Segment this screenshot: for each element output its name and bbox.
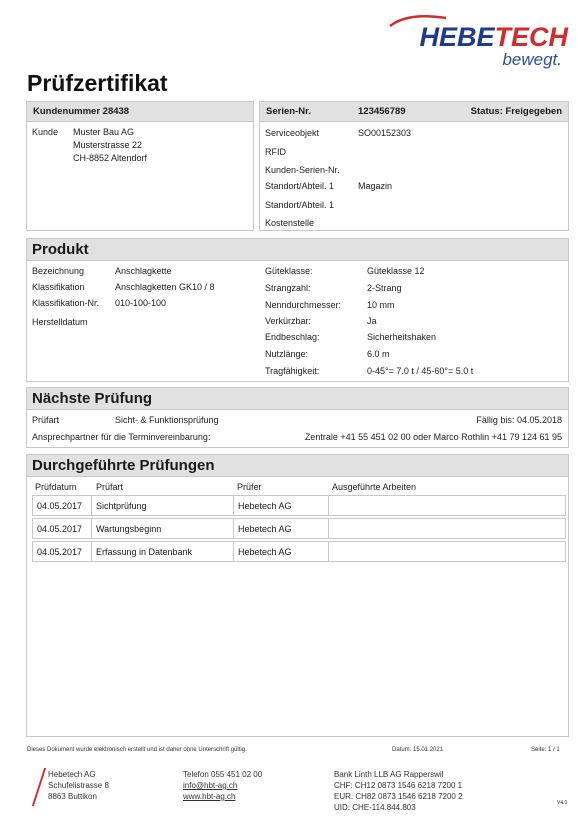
customer-number: Kundenummer 28438 — [27, 102, 253, 122]
product-attr-value: Ja — [367, 316, 377, 326]
product-attr-label: Verkürzbar: — [265, 316, 312, 326]
product-attr-label: Güteklasse: — [265, 266, 313, 276]
version-label: V4.0 — [557, 800, 568, 806]
serial-label: Serien-Nr. — [266, 106, 311, 117]
product-attr-value: 6.0 m — [367, 349, 390, 359]
logo-brand-part2: TECH — [494, 22, 568, 52]
footer-address — [48, 769, 109, 802]
column-header: Prüfart — [96, 482, 124, 492]
footer-line: CHF: CH12 0873 1546 6218 7200 1 — [334, 781, 463, 790]
product-attr-value: 2-Strang — [367, 283, 402, 293]
contact-label: Ansprechpartner für die Terminvereinbarung: — [32, 432, 211, 442]
table-cell: Erfassung in Datenbank — [92, 542, 234, 562]
due-date-label: Fällig bis: — [476, 415, 515, 425]
table-cell: 04.05.2017 — [33, 496, 92, 516]
product-label: Bezeichnung — [32, 266, 85, 276]
contact-value: Zentrale +41 55 451 02 00 oder Marco Rothlin +41 79 124 61 95 — [304, 432, 562, 442]
table-cell: Hebetech AG — [234, 496, 329, 516]
serial-header — [260, 102, 568, 122]
product-value: 010-100-100 — [115, 298, 167, 308]
product-attr-label: Nenndurchmesser: — [265, 300, 342, 310]
product-attr-value: 0-45°= 7.0 t / 45-60°= 5.0 t — [367, 366, 474, 376]
logo-wordmark — [419, 22, 568, 52]
table-cell: Hebetech AG — [234, 519, 329, 539]
footer-email-link[interactable]: info@hbt-ag.ch — [183, 781, 238, 790]
product-value: Anschlagkette — [115, 266, 172, 276]
footer-accent-bar — [32, 768, 46, 806]
column-header: Prüfdatum — [35, 482, 77, 492]
product-attr-label: Strangzahl: — [265, 283, 311, 293]
table-cell: Hebetech AG — [234, 542, 329, 562]
product-section — [26, 238, 569, 382]
serial-row-label: RFID — [265, 147, 286, 157]
next-inspection-type-value: Sicht- & Funktionsprüfung — [115, 415, 219, 425]
hebetech-logo — [386, 10, 572, 70]
inspections-table — [32, 495, 566, 562]
table-cell: 04.05.2017 — [33, 542, 92, 562]
status-badge: Status: Freigegeben — [470, 106, 562, 117]
footer-phone: Telefon 055 451 02 00 — [183, 770, 263, 779]
table-cell — [329, 542, 566, 562]
table-row — [33, 496, 566, 516]
footer-line: EUR: CH82 0873 1546 6218 7200 2 — [334, 792, 463, 801]
product-attr-value: Güteklasse 12 — [367, 266, 425, 276]
product-label: Klassifikation-Nr. — [32, 298, 100, 308]
product-label: Klassifikation — [32, 282, 85, 292]
footer-line: Hebetech AG — [48, 770, 96, 779]
footer-date: Datum: 15.01.2021 — [392, 747, 444, 753]
serial-row-label: Serviceobjekt — [265, 128, 320, 138]
footer-line: 8863 Buttikon — [48, 792, 97, 801]
page-title: Prüfzertifikat — [27, 70, 168, 96]
product-heading: Produkt — [27, 239, 568, 261]
product-value: Anschlagketten GK10 / 8 — [115, 282, 215, 292]
table-cell: Sichtprüfung — [92, 496, 234, 516]
table-cell: 04.05.2017 — [33, 519, 92, 539]
footer-legal-note: Dieses Dokument wurde elektronisch erstellt und ist daher ohne Unterschrift gültig. — [27, 747, 247, 753]
product-attr-label: Tragfähigkeit: — [265, 366, 320, 376]
footer-line: Schufelistrasse 8 — [48, 781, 109, 790]
next-inspection-section — [26, 387, 569, 448]
table-row — [33, 519, 566, 539]
serial-row-value: Magazin — [358, 181, 393, 191]
next-inspection-heading: Nächste Prüfung — [27, 388, 568, 410]
footer-line: Bank Linth LLB AG Rapperswil — [334, 770, 444, 779]
due-date-value: 04.05.2018 — [516, 415, 562, 425]
footer-website-link[interactable]: www.hbt-ag.ch — [183, 792, 236, 801]
product-label: Herstelldatum — [32, 317, 88, 327]
next-inspection-type-label: Prüfart — [32, 415, 60, 425]
serial-row-label: Standort/Abteil. 1 — [265, 200, 335, 210]
logo-tagline: bewegt. — [502, 50, 562, 69]
column-header: Prüfer — [237, 482, 262, 492]
customer-box — [26, 101, 254, 231]
serial-row-value: SO00152303 — [358, 128, 412, 138]
footer-contact — [183, 769, 262, 802]
footer-bank — [334, 769, 463, 813]
customer-city: CH-8852 Altendorf — [73, 153, 148, 163]
serial-row-label: Kunden-Serien-Nr. — [265, 165, 340, 175]
customer-label: Kunde — [32, 127, 59, 137]
serial-row-label: Standort/Abteil. 1 — [265, 181, 335, 191]
product-attr-label: Endbeschlag: — [265, 332, 320, 342]
inspections-section — [26, 454, 569, 737]
customer-street: Musterstrasse 22 — [73, 140, 143, 150]
inspections-heading: Durchgeführte Prüfungen — [27, 455, 568, 477]
table-cell: Wartungsbeginn — [92, 519, 234, 539]
table-cell — [329, 519, 566, 539]
product-attr-label: Nutzlänge: — [265, 349, 309, 359]
footer-page-number: Seite: 1 / 1 — [531, 747, 560, 753]
column-header: Ausgeführte Arbeiten — [332, 482, 417, 492]
product-attr-value: Sicherheitshaken — [367, 332, 437, 342]
due-date — [476, 415, 562, 425]
serial-box — [259, 101, 569, 231]
table-row — [33, 542, 566, 562]
serial-value: 123456789 — [358, 106, 406, 117]
serial-row-label: Kostenstelle — [265, 218, 315, 228]
product-attr-value: 10 mm — [367, 300, 395, 310]
table-cell — [329, 496, 566, 516]
footer-line: UID: CHE-114.844.803 — [334, 803, 416, 812]
customer-name: Muster Bau AG — [73, 127, 135, 137]
logo-brand-part1: HEBE — [419, 22, 495, 52]
